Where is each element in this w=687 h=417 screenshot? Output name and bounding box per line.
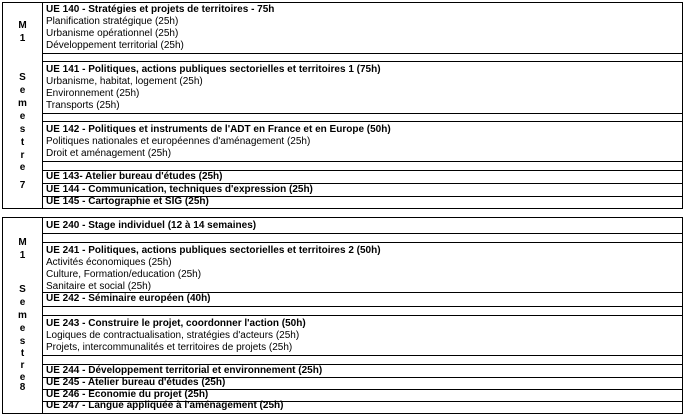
semester-label-letter: e	[19, 372, 26, 383]
row-divider	[43, 53, 682, 54]
semester-label-letter: e	[19, 111, 26, 122]
semester-label-letter: e	[19, 323, 26, 334]
semester-8-table	[2, 217, 683, 414]
unit-item: Logiques de contractualisation, stratégies d'acteurs (25h)	[46, 330, 300, 341]
unit-item: Environnement (25h)	[46, 88, 140, 99]
semester-label-letter: 7	[19, 180, 26, 191]
row-divider	[43, 233, 682, 234]
unit-item: Droit et aménagement (25h)	[46, 148, 172, 159]
unit-title: UE 142 - Politiques et instruments de l'ADT en France et en Europe (50h)	[46, 124, 391, 135]
row-divider	[43, 161, 682, 162]
semester-label-letter: 8	[19, 382, 26, 393]
row-divider	[43, 306, 682, 307]
unit-item: Projets, intercommunalités et territoires de projets (25h)	[46, 342, 293, 353]
unit-item: Urbanisme, habitat, logement (25h)	[46, 76, 203, 87]
unit-title: UE 141 - Politiques, actions publiques sectorielles et territoires 1 (75h)	[46, 64, 381, 75]
unit-item: Planification stratégique (25h)	[46, 16, 179, 27]
semester-label-letter: r	[20, 360, 25, 371]
row-divider	[43, 355, 682, 356]
semester-label-letter: e	[19, 85, 26, 96]
unit-title: UE 145 - Cartographie et SIG (25h)	[46, 196, 209, 207]
unit-title: UE 246 - Economie du projet (25h)	[46, 389, 209, 400]
row-divider	[43, 61, 682, 62]
row-divider	[43, 113, 682, 114]
unit-title: UE 245 - Atelier bureau d'études (25h)	[46, 377, 226, 388]
unit-title: UE 247 - Langue appliquée à l'aménagement (25h)	[46, 400, 284, 411]
unit-title: UE 241 - Politiques, actions publiques sectorielles et territoires 2 (50h)	[46, 245, 381, 256]
semester-7-table	[2, 2, 683, 209]
unit-title: UE 243 - Construire le projet, coordonner l'action (50h)	[46, 318, 306, 329]
unit-item: Sanitaire et social (25h)	[46, 281, 152, 292]
semester-label-letter: S	[19, 284, 26, 295]
semester-8-label-column	[3, 218, 43, 413]
semester-label-letter: M	[18, 20, 27, 31]
row-divider	[43, 121, 682, 122]
unit-title: UE 242 - Séminaire européen (40h)	[46, 293, 211, 304]
semester-label-letter: e	[19, 162, 26, 173]
unit-title: UE 240 - Stage individuel (12 à 14 semaines)	[46, 220, 257, 231]
unit-item: Urbanisme opérationnel (25h)	[46, 28, 179, 39]
semester-label-letter: 1	[19, 33, 26, 44]
semester-label-letter: s	[19, 124, 26, 135]
unit-title: UE 143- Atelier bureau d'études (25h)	[46, 171, 223, 182]
semester-label-letter: e	[19, 297, 26, 308]
unit-title: UE 144 - Communication, techniques d'expression (25h)	[46, 184, 313, 195]
semester-label-letter: 1	[19, 250, 26, 261]
row-divider	[43, 315, 682, 316]
semester-7-label-column	[3, 3, 43, 208]
unit-item: Culture, Formation/education (25h)	[46, 269, 202, 280]
semester-label-letter: t	[20, 348, 25, 359]
semester-label-letter: t	[20, 137, 25, 148]
semester-label-letter: S	[19, 72, 26, 83]
unit-title: UE 244 - Développement territorial et environnement (25h)	[46, 365, 323, 376]
unit-item: Transports (25h)	[46, 100, 120, 111]
semester-8-units	[43, 218, 682, 413]
unit-title: UE 140 - Stratégies et projets de territoires - 75h	[46, 4, 275, 15]
unit-item: Activités économiques (25h)	[46, 257, 172, 268]
unit-item: Développement territorial (25h)	[46, 40, 184, 51]
semester-label-letter: M	[18, 237, 27, 248]
semester-label-letter: m	[18, 310, 27, 321]
semester-7-units	[43, 3, 682, 208]
row-divider	[43, 242, 682, 243]
unit-item: Politiques nationales et européennes d'aménagement (25h)	[46, 136, 311, 147]
semester-label-letter: m	[18, 98, 27, 109]
semester-label-letter: r	[20, 150, 25, 161]
semester-label-letter: s	[19, 336, 26, 347]
